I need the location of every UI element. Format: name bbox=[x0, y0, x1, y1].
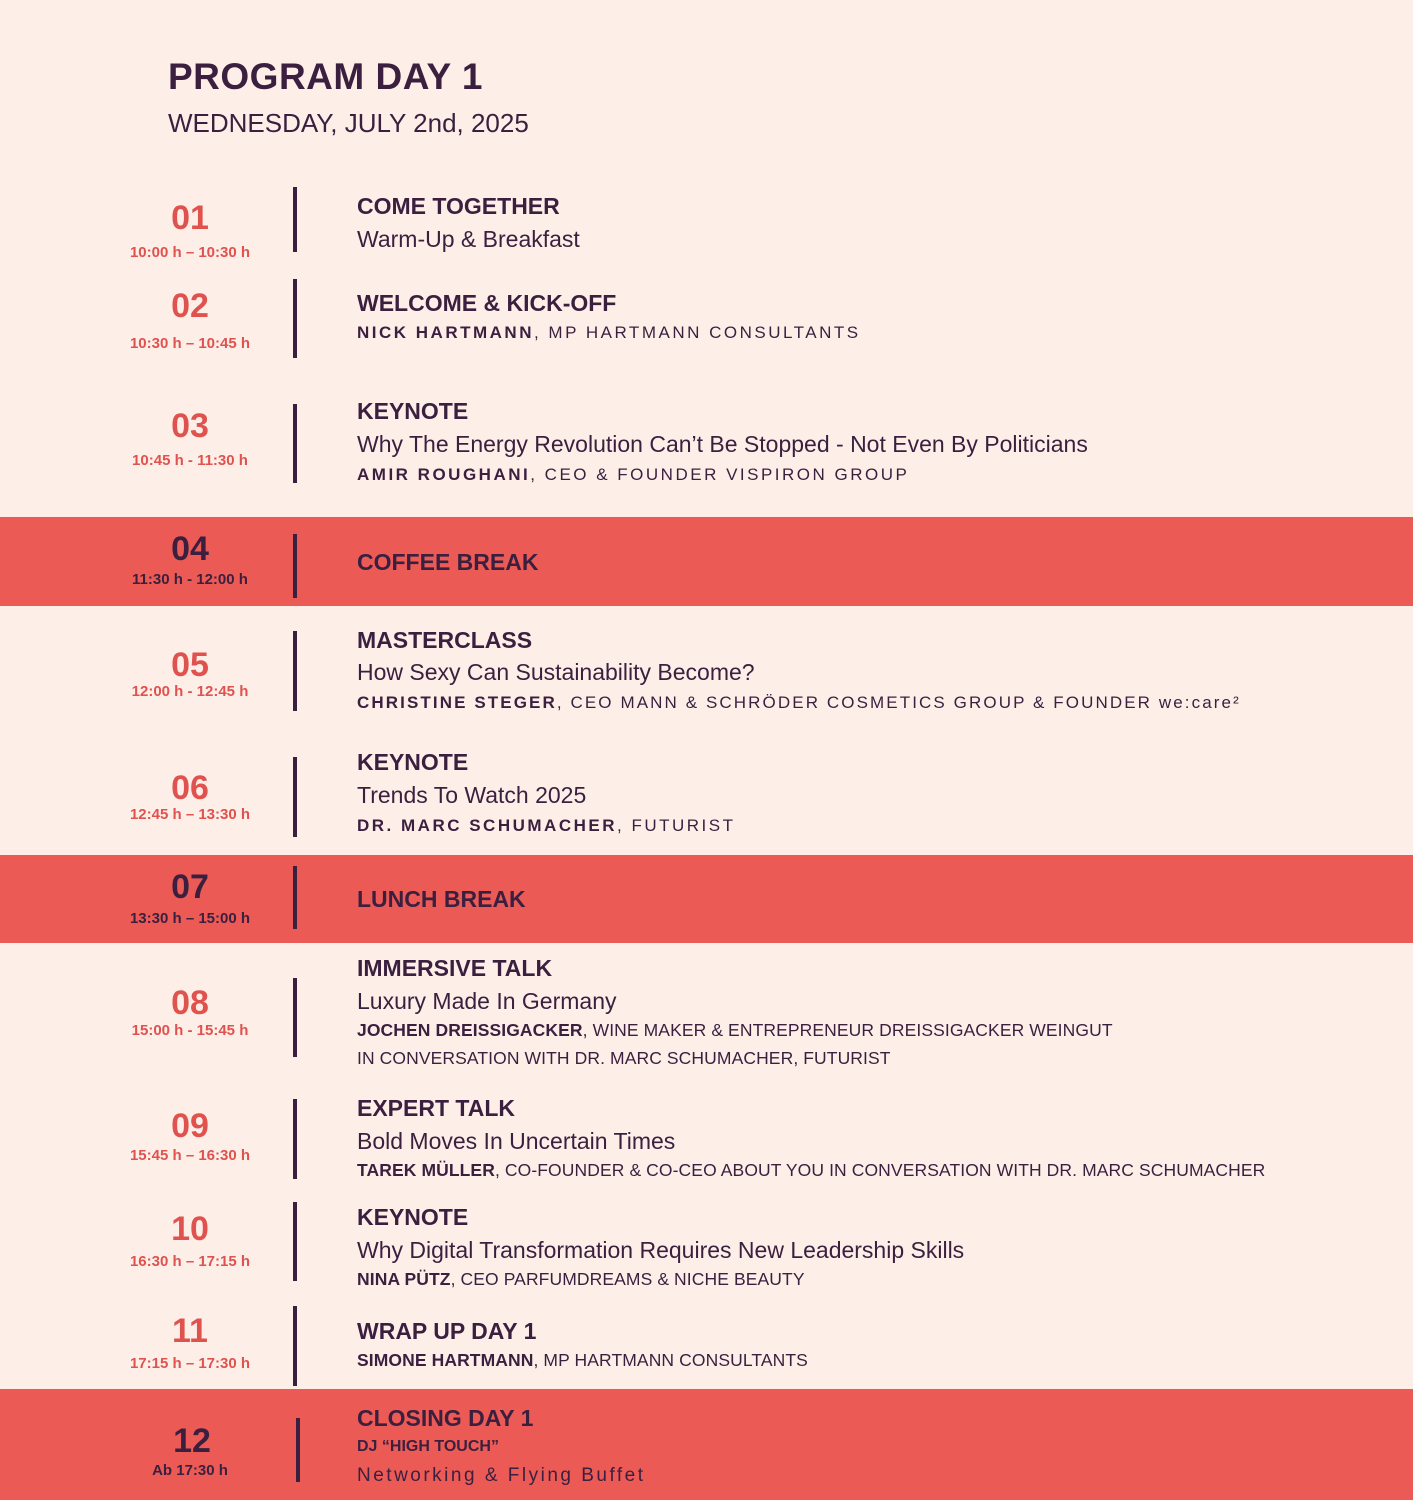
item-time: 17:15 h – 17:30 h bbox=[129, 1355, 251, 1372]
item-time: 12:00 h - 12:45 h bbox=[131, 683, 249, 700]
item-number: 02 bbox=[171, 287, 209, 325]
item-number: 01 bbox=[171, 199, 209, 237]
item-number: 12 bbox=[173, 1422, 211, 1460]
item-heading: CLOSING DAY 1 bbox=[357, 1405, 534, 1431]
item-speaker bbox=[357, 1162, 1265, 1180]
item-divider bbox=[293, 978, 297, 1057]
item-subtitle: Luxury Made In Germany bbox=[357, 988, 617, 1014]
item-number: 11 bbox=[172, 1312, 208, 1350]
item-subtitle: Why The Energy Revolution Can’t Be Stopped - Not Even By Politicians bbox=[357, 431, 1088, 457]
item-divider bbox=[293, 279, 297, 358]
item-number: 04 bbox=[171, 530, 209, 568]
item-number: 09 bbox=[171, 1107, 209, 1145]
item-number: 06 bbox=[171, 769, 209, 807]
item-time: 12:45 h – 13:30 h bbox=[129, 806, 251, 823]
item-heading: COFFEE BREAK bbox=[357, 549, 539, 575]
item-subtitle: Warm-Up & Breakfast bbox=[357, 226, 580, 252]
item-divider bbox=[293, 631, 297, 711]
item-speaker bbox=[357, 694, 1241, 711]
item-speaker bbox=[357, 1022, 1113, 1040]
item-number: 07 bbox=[171, 868, 209, 906]
item-heading: MASTERCLASS bbox=[357, 627, 533, 653]
item-heading: EXPERT TALK bbox=[357, 1095, 516, 1121]
item-heading: KEYNOTE bbox=[357, 398, 469, 424]
item-speaker bbox=[357, 324, 861, 341]
page-title: PROGRAM DAY 1 bbox=[168, 56, 483, 97]
speaker-name: JOCHEN DREISSIGACKER bbox=[357, 1020, 583, 1040]
speaker-name: DR. MARC SCHUMACHER bbox=[357, 816, 617, 835]
item-time: 10:30 h – 10:45 h bbox=[129, 335, 251, 352]
item-divider bbox=[293, 534, 297, 598]
item-heading: WRAP UP DAY 1 bbox=[357, 1318, 537, 1344]
item-heading: LUNCH BREAK bbox=[357, 886, 526, 912]
item-speaker bbox=[357, 1271, 805, 1289]
item-number: 05 bbox=[171, 646, 209, 684]
item-divider bbox=[293, 404, 297, 483]
item-number: 08 bbox=[171, 984, 209, 1022]
item-divider bbox=[296, 1418, 300, 1482]
item-time: 15:45 h – 16:30 h bbox=[129, 1147, 251, 1164]
item-speaker-line2: IN CONVERSATION WITH DR. MARC SCHUMACHER, FUTURIST bbox=[357, 1048, 891, 1068]
item-networking: Networking & Flying Buffet bbox=[357, 1465, 646, 1486]
speaker-role: , CO-FOUNDER & CO-CEO ABOUT YOU IN CONVERSATION WITH DR. MARC SCHUMACHER bbox=[494, 1160, 1266, 1180]
speaker-name: AMIR ROUGHANI bbox=[357, 465, 531, 484]
item-time: 11:30 h - 12:00 h bbox=[132, 571, 248, 588]
item-divider bbox=[293, 1202, 297, 1281]
speaker-role: , CEO PARFUMDREAMS & NICHE BEAUTY bbox=[450, 1269, 805, 1289]
item-subtitle: Bold Moves In Uncertain Times bbox=[357, 1128, 676, 1154]
item-subtitle: Why Digital Transformation Requires New Leadership Skills bbox=[357, 1237, 965, 1263]
item-divider bbox=[293, 1306, 297, 1386]
speaker-name: SIMONE HARTMANN bbox=[357, 1350, 534, 1370]
item-divider bbox=[293, 1099, 297, 1179]
item-subtitle: How Sexy Can Sustainability Become? bbox=[357, 659, 755, 685]
item-heading: KEYNOTE bbox=[357, 749, 469, 775]
page-date: WEDNESDAY, JULY 2nd, 2025 bbox=[168, 108, 529, 138]
speaker-role: , CEO & FOUNDER VISPIRON GROUP bbox=[530, 465, 910, 484]
item-number: 10 bbox=[171, 1210, 209, 1248]
item-heading: IMMERSIVE TALK bbox=[357, 955, 553, 981]
item-speaker bbox=[357, 466, 909, 483]
speaker-name: NICK HARTMANN bbox=[357, 323, 534, 342]
item-time: 15:00 h - 15:45 h bbox=[131, 1022, 249, 1039]
item-subtitle: Trends To Watch 2025 bbox=[357, 782, 587, 808]
speaker-name: NINA PÜTZ bbox=[357, 1269, 451, 1289]
item-divider bbox=[293, 187, 297, 252]
item-time: 10:00 h – 10:30 h bbox=[129, 244, 251, 261]
item-time: 10:45 h - 11:30 h bbox=[132, 452, 248, 469]
speaker-name: TAREK MÜLLER bbox=[357, 1160, 495, 1180]
speaker-role: , CEO MANN & SCHRÖDER COSMETICS GROUP & FOUNDER we:care² bbox=[556, 693, 1241, 712]
item-heading: WELCOME & KICK-OFF bbox=[357, 290, 617, 316]
item-divider bbox=[293, 866, 297, 929]
item-time: Ab 17:30 h bbox=[152, 1462, 228, 1479]
item-heading: KEYNOTE bbox=[357, 1204, 469, 1230]
speaker-role: , WINE MAKER & ENTREPRENEUR DREISSIGACKER WEINGUT bbox=[582, 1020, 1113, 1040]
item-number: 03 bbox=[171, 407, 209, 445]
item-heading: COME TOGETHER bbox=[357, 193, 560, 219]
item-time: 16:30 h – 17:15 h bbox=[129, 1253, 251, 1270]
speaker-name: CHRISTINE STEGER bbox=[357, 693, 557, 712]
item-speaker bbox=[357, 1352, 808, 1370]
item-speaker bbox=[357, 817, 736, 834]
speaker-role: , MP HARTMANN CONSULTANTS bbox=[533, 323, 861, 342]
item-dj: DJ “HIGH TOUCH” bbox=[357, 1438, 499, 1455]
item-time: 13:30 h – 15:00 h bbox=[129, 910, 251, 927]
speaker-role: , MP HARTMANN CONSULTANTS bbox=[533, 1350, 808, 1370]
speaker-role: , FUTURIST bbox=[617, 816, 736, 835]
item-divider bbox=[293, 757, 297, 837]
